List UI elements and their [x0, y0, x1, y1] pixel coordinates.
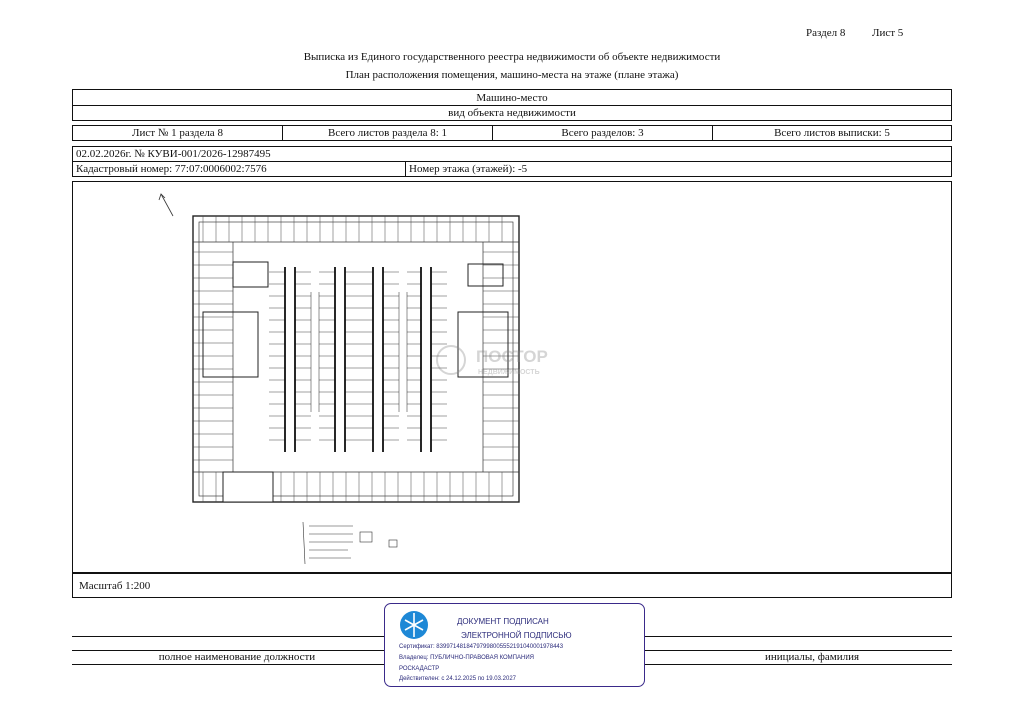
building-outline — [193, 216, 519, 502]
object-block — [72, 89, 952, 121]
record-row — [72, 146, 952, 162]
document-title: Выписка из Единого государственного реестра недвижимости об объекте недвижимости — [303, 51, 721, 63]
stamp-line-1: ДОКУМЕНТ ПОДПИСАН — [457, 617, 549, 626]
object-type-label: вид объекта недвижимости — [448, 107, 576, 119]
sheets-info-row — [72, 125, 952, 141]
object-name: Машино-место — [476, 92, 548, 104]
parking-rows — [285, 267, 431, 452]
floor-plan-drawing — [73, 182, 951, 572]
side-rooms — [203, 262, 508, 377]
roskadastr-logo-icon — [399, 610, 429, 640]
cadastral-number: Кадастровый номер: 77:07:0006002:7576 — [73, 162, 406, 176]
section-number: Раздел 8 — [806, 27, 846, 39]
north-arrow-icon — [159, 194, 173, 216]
floor-plan-frame — [72, 181, 952, 573]
position-label: полное наименование должности — [158, 651, 316, 663]
watermark-text-1: ПОСТОР — [476, 347, 548, 366]
cadastral-row — [72, 161, 952, 177]
ramp-lines — [311, 292, 407, 412]
stamp-line-2: ЭЛЕКТРОННОЙ ПОДПИСЬЮ — [461, 631, 572, 640]
perimeter-spaces — [193, 242, 519, 472]
total-sections: Всего разделов: 3 — [493, 126, 713, 140]
record-date-number: 02.02.2026г. № КУВИ-001/2026-12987495 — [76, 148, 271, 160]
document-subtitle: План расположения помещения, машино-места на этаже (плане этажа) — [345, 69, 679, 81]
initials-label: инициалы, фамилия — [764, 651, 860, 663]
stamp-validity: Действителен: с 24.12.2025 по 19.03.2027 — [399, 676, 516, 682]
watermark-text-2: НЕДВИЖИМОСТЬ — [478, 369, 540, 376]
stamp-owner-2: РОСКАДАСТР — [399, 666, 440, 672]
stamp-certificate: Сертификат: 83997148184797998005552191040001978443 — [399, 644, 564, 650]
total-sheets-extract: Всего листов выписки: 5 — [774, 127, 890, 139]
digital-signature-stamp — [384, 603, 645, 687]
watermark-logo — [437, 346, 548, 376]
scale-row — [72, 573, 952, 598]
total-sheets-section: Всего листов раздела 8: 1 — [283, 126, 493, 140]
scale-label: Масштаб 1:200 — [79, 580, 151, 592]
stamp-owner: Владелец: ПУБЛИЧНО-ПРАВОВАЯ КОМПАНИЯ — [399, 655, 534, 661]
floor-number: Номер этажа (этажей): -5 — [409, 163, 528, 175]
sheet-number: Лист 5 — [872, 27, 904, 39]
sheet-of-section: Лист № 1 раздела 8 — [73, 126, 283, 140]
plan-legend — [303, 522, 397, 564]
